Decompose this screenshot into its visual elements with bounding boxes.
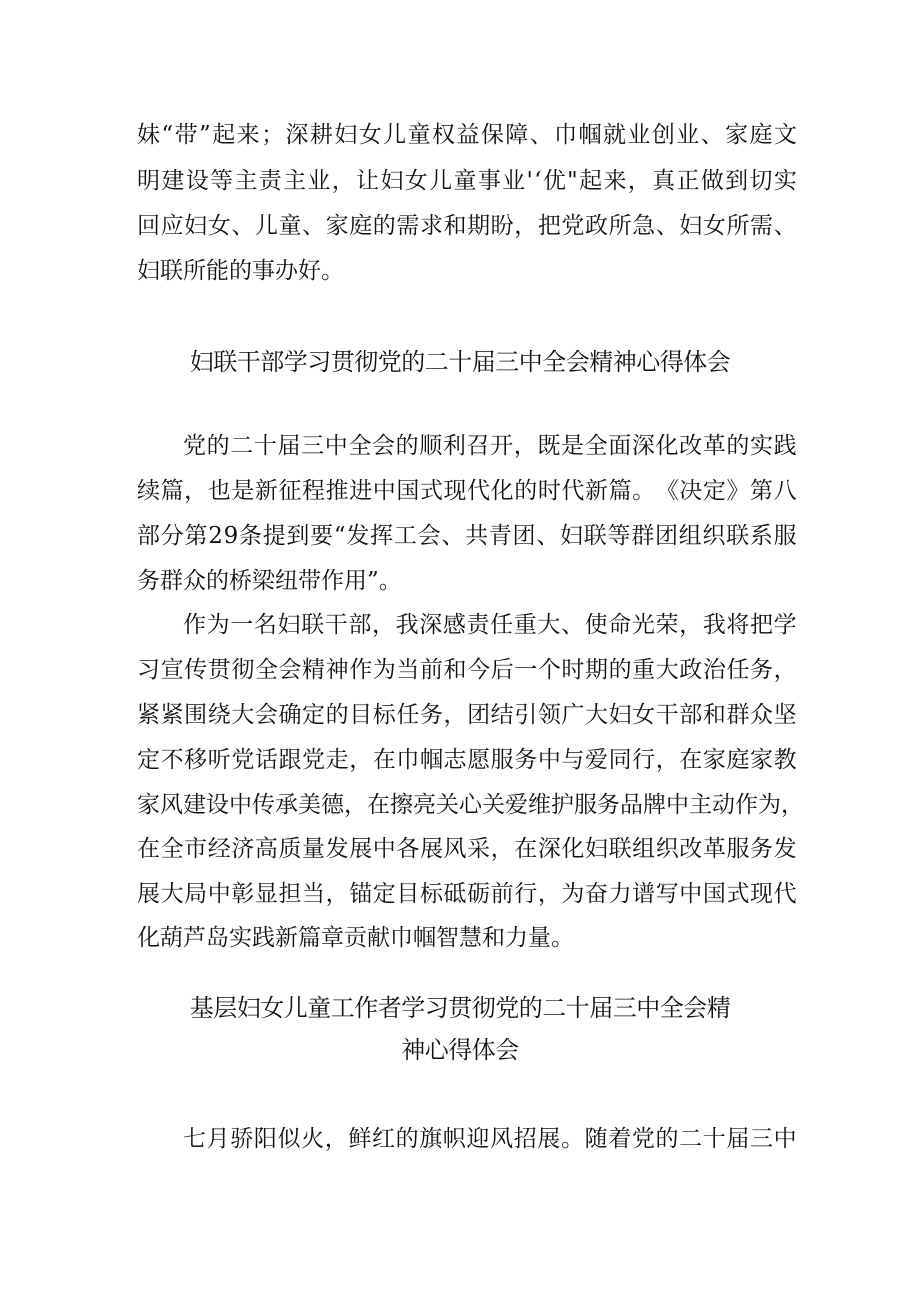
section-2-title-line-1: 基层妇女儿童工作者学习贯彻党的二十届三中全会精 — [189, 994, 731, 1022]
s1-p2-line-1: 作 为 一 名 妇 联 干 部 ， 我 深 感 责 任 重 大 、 使 命 光 荣 ， 我 将 把 学 — [183, 612, 797, 638]
s1-p2-line-8: 化葫芦岛实践新篇章贡献巾帼智慧和力量。 — [137, 925, 574, 951]
section-1-title: 妇联干部学习贯彻党的二十届三中全会精神心得体会 — [189, 348, 731, 376]
s1-p2-line-4: 定 不 移 听 党 话 跟 党 走 ， 在 巾 帼 志 愿 服 务 中 与 爱 同 行 ， 在 家 庭 家 教 — [137, 747, 797, 773]
s1-p2-line-5: 家 风 建 设 中 传 承 美 德 ， 在 擦 亮 关 心 关 爱 维 护 服 务 品 牌 中 主 动 作 为 ， — [137, 792, 804, 818]
continuation-line-1: 妹 “ 带 ” 起 来 ； 深 耕 妇 女 儿 童 权 益 保 障 、 巾 帼 就 业 创 业 、 家 庭 文 — [137, 122, 797, 148]
s1-p2-line-6: 在 全 市 经 济 高 质 量 发 展 中 各 展 风 采 ， 在 深 化 妇 联 组 织 改 革 服 务 发 — [137, 836, 797, 862]
continuation-line-3: 回 应 妇 女 、 儿 童 、 家 庭 的 需 求 和 期 盼 ， 把 党 政 所 急 、 妇 女 所 需 、 — [137, 213, 797, 239]
s2-p1-line-1: 七 月 骄 阳 似 火 ， 鲜 红 的 旗 帜 迎 风 招 展 。 随 着 党 的 二 十 届 三 中 — [183, 1126, 797, 1152]
s1-p1-line-1: 党 的 二 十 届 三 中 全 会 的 顺 利 召 开 ， 既 是 全 面 深 化 改 革 的 实 践 — [183, 433, 797, 459]
s1-p2-line-2: 习 宣 传 贯 彻 全 会 精 神 作 为 当 前 和 今 后 一 个 时 期 的 重 大 政 治 任 务 ， — [137, 657, 797, 683]
s1-p1-line-2: 续 篇 ， 也 是 新 征 程 推 进 中 国 式 现 代 化 的 时 代 新 篇 。 《 决 定 》 第 八 — [137, 478, 797, 504]
section-2-title-line-2: 神心得体会 — [401, 1036, 519, 1064]
s1-p2-line-3: 紧 紧 围 绕 大 会 确 定 的 目 标 任 务 ， 团 结 引 领 广 大 妇 女 干 部 和 群 众 坚 — [137, 702, 797, 728]
s1-p1-line-4: 务群众的桥梁纽带作用”。 — [137, 568, 402, 594]
s1-p2-line-7: 展 大 局 中 彰 显 担 当 ， 锚 定 目 标 砥 砺 前 行 ， 为 奋 力 谱 写 中 国 式 现 代 — [137, 881, 797, 907]
continuation-line-4: 妇联所能的事办好。 — [137, 258, 344, 284]
s1-p1-line-3: 部 分 第 2 9 条 提 到 要 “ 发 挥 工 会 、 共 青 团 、 妇 联 等 群 团 组 织 联 系 服 — [137, 523, 797, 549]
continuation-line-2: 明 建 设 等 主 责 主 业 ， 让 妇 女 儿 童 事 业 ' ‘ 优 " 起 来 ， 真 正 做 到 切 实 — [137, 168, 797, 194]
